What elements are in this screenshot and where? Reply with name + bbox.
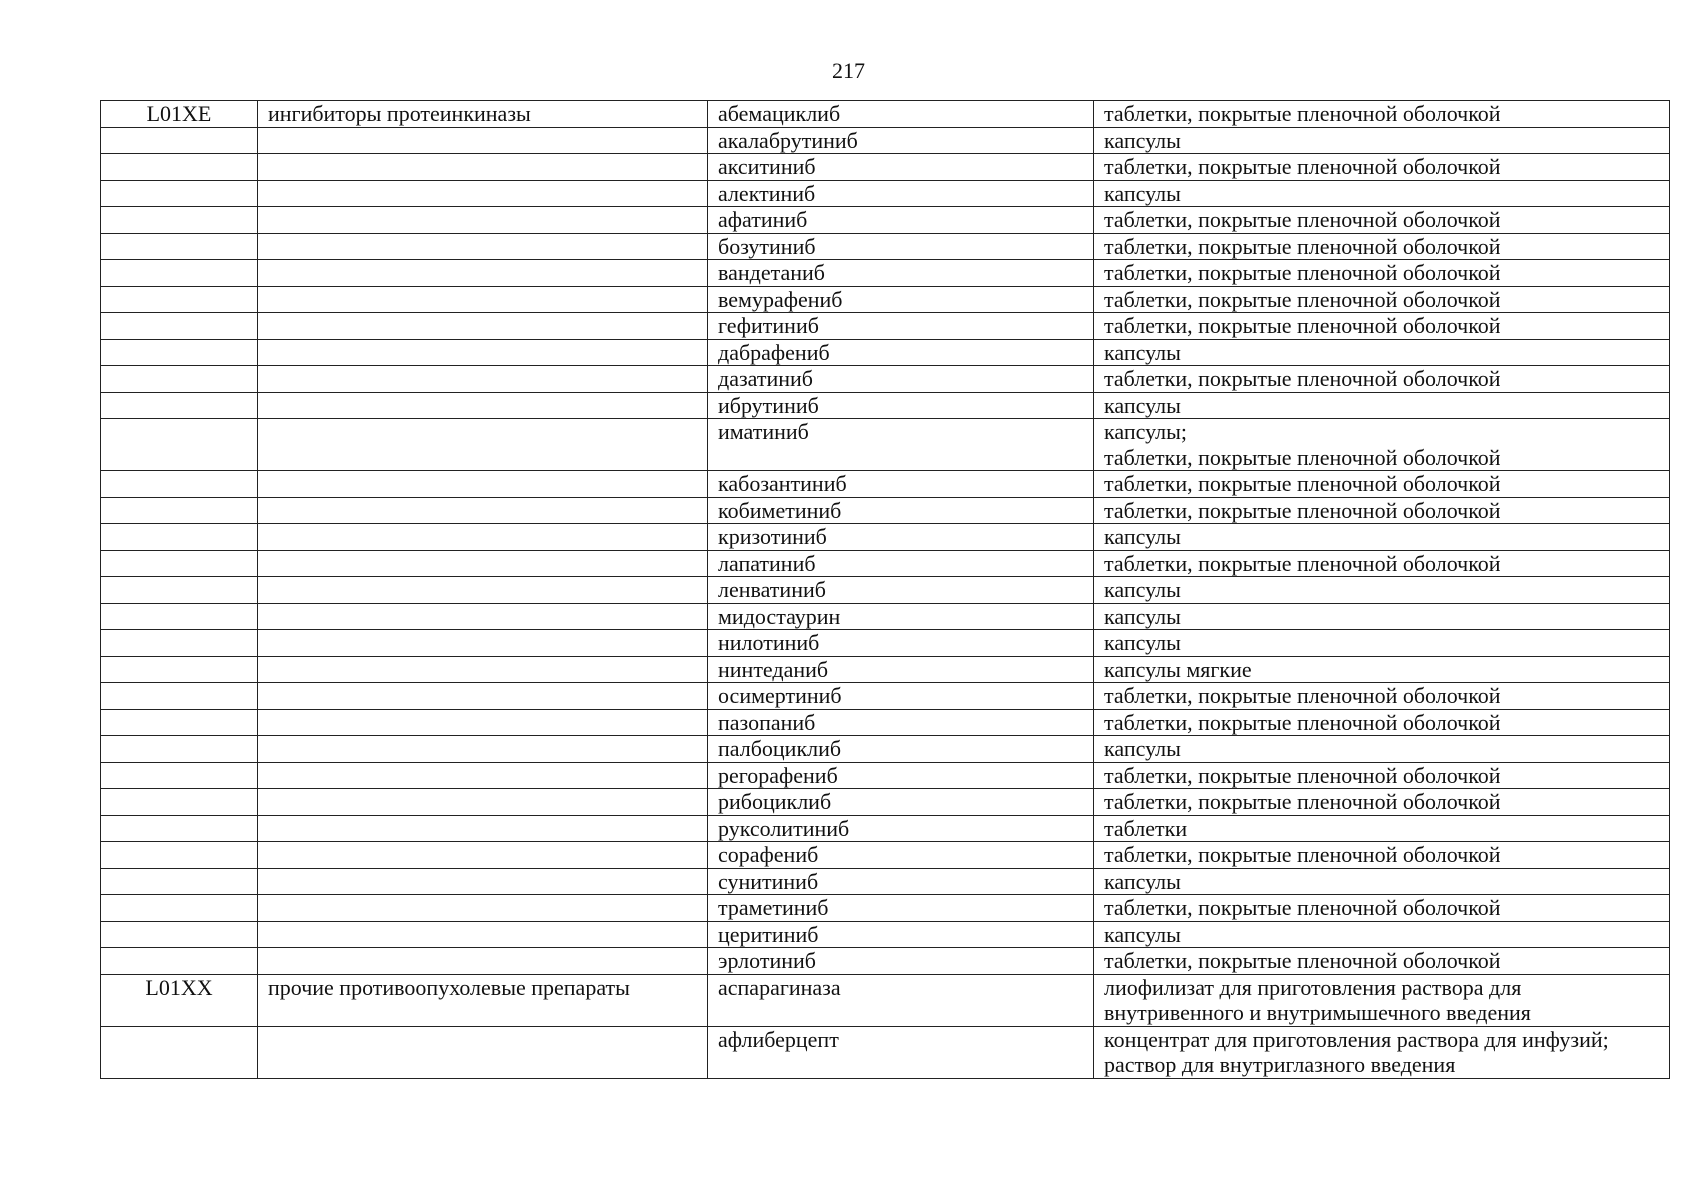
- drug-name-cell: гефитиниб: [708, 313, 1094, 340]
- atc-group-cell: [258, 603, 708, 630]
- atc-group-cell: [258, 154, 708, 181]
- dosage-form-line: таблетки, покрытые пленочной оболочкой: [1104, 286, 1501, 312]
- dosage-form-line: таблетки, покрытые пленочной оболочкой: [1104, 709, 1501, 735]
- drug-name-cell: дабрафениб: [708, 339, 1094, 366]
- dosage-form-line: капсулы мягкие: [1104, 656, 1252, 682]
- table-row: [101, 207, 1670, 234]
- drug-name-cell: бозутиниб: [708, 233, 1094, 260]
- atc-code-cell: [101, 550, 258, 577]
- dosage-form-cell: [1094, 948, 1670, 975]
- dosage-form-cell: [1094, 524, 1670, 551]
- drug-name-cell: иматиниб: [708, 419, 1094, 471]
- dosage-form-line: таблетки, покрытые пленочной оболочкой: [1104, 471, 1501, 496]
- atc-code-cell: [101, 842, 258, 869]
- table-row: [101, 630, 1670, 657]
- atc-code-cell: [101, 233, 258, 260]
- atc-group-cell: [258, 709, 708, 736]
- table-row: [101, 286, 1670, 313]
- atc-group-cell: [258, 524, 708, 551]
- table-row: [101, 471, 1670, 498]
- atc-code-cell: [101, 895, 258, 922]
- dosage-form-cell: [1094, 127, 1670, 154]
- table-row: [101, 683, 1670, 710]
- dosage-form-cell: [1094, 154, 1670, 181]
- atc-group-cell: [258, 471, 708, 498]
- dosage-form-line: капсулы: [1104, 127, 1181, 153]
- atc-code-cell: [101, 154, 258, 181]
- dosage-form-line: таблетки, покрытые пленочной оболочкой: [1104, 233, 1501, 259]
- drug-name-cell: ленватиниб: [708, 577, 1094, 604]
- table-row: [101, 789, 1670, 816]
- atc-code-cell: [101, 630, 258, 657]
- drug-name-cell: дазатиниб: [708, 366, 1094, 393]
- table-row: [101, 815, 1670, 842]
- atc-code-cell: [101, 789, 258, 816]
- atc-code-cell: [101, 736, 258, 763]
- drug-name-cell: вемурафениб: [708, 286, 1094, 313]
- dosage-form-line: таблетки, покрытые пленочной оболочкой: [1104, 762, 1501, 788]
- drug-name-cell: кабозантиниб: [708, 471, 1094, 498]
- dosage-form-line: таблетки, покрытые пленочной оболочкой: [1104, 207, 1501, 232]
- dosage-form-line: таблетки: [1104, 815, 1188, 841]
- drug-name-cell: осимертиниб: [708, 683, 1094, 710]
- drug-name-cell: кобиметиниб: [708, 497, 1094, 524]
- table-row: [101, 709, 1670, 736]
- dosage-form-line: таблетки, покрытые пленочной оболочкой: [1104, 313, 1501, 338]
- dosage-form-cell: [1094, 603, 1670, 630]
- atc-code-cell: [101, 339, 258, 366]
- page-number: 217: [832, 58, 865, 83]
- dosage-form-line: таблетки, покрытые пленочной оболочкой: [1104, 683, 1501, 708]
- atc-code-cell: [101, 471, 258, 498]
- table-row: [101, 233, 1670, 260]
- dosage-form-cell: [1094, 313, 1670, 340]
- atc-code-cell: [101, 683, 258, 710]
- atc-code-cell: [101, 603, 258, 630]
- dosage-form-line: таблетки, покрытые пленочной оболочкой: [1104, 154, 1501, 179]
- drug-name-cell: палбоциклиб: [708, 736, 1094, 763]
- atc-group-cell: [258, 339, 708, 366]
- dosage-form-cell: [1094, 101, 1670, 128]
- dosage-form-cell: [1094, 392, 1670, 419]
- table-row: [101, 948, 1670, 975]
- dosage-form-cell: [1094, 815, 1670, 842]
- dosage-form-cell: [1094, 762, 1670, 789]
- dosage-form-line: капсулы: [1104, 524, 1181, 549]
- table-row: [101, 736, 1670, 763]
- table-row: [101, 260, 1670, 287]
- table-row: [101, 921, 1670, 948]
- dosage-form-line: концентрат для приготовления раствора для инфузий;: [1104, 1026, 1609, 1052]
- drug-name-cell: нинтеданиб: [708, 656, 1094, 683]
- table-row: [101, 419, 1670, 471]
- atc-group-cell: [258, 419, 708, 471]
- dosage-form-cell: [1094, 180, 1670, 207]
- atc-group-cell: [258, 948, 708, 975]
- atc-code-cell: [101, 419, 258, 471]
- atc-code-cell: L01XE: [101, 101, 258, 128]
- dosage-form-line: таблетки, покрытые пленочной оболочкой: [1104, 842, 1501, 867]
- atc-group-cell: [258, 497, 708, 524]
- atc-code-cell: [101, 868, 258, 895]
- dosage-form-cell: [1094, 789, 1670, 816]
- atc-group-cell: ингибиторы протеинкиназы: [258, 101, 708, 128]
- atc-group-cell: прочие противоопухолевые препараты: [258, 974, 708, 1026]
- table-row: [101, 656, 1670, 683]
- table-row: [101, 524, 1670, 551]
- atc-group-cell: [258, 868, 708, 895]
- drug-name-cell: афатиниб: [708, 207, 1094, 234]
- atc-code-cell: [101, 392, 258, 419]
- dosage-form-line: капсулы: [1104, 921, 1181, 947]
- atc-group-cell: [258, 1026, 708, 1078]
- drug-table: [100, 100, 1670, 1079]
- dosage-form-line: капсулы: [1104, 868, 1181, 894]
- dosage-form-line: капсулы;: [1104, 419, 1187, 444]
- atc-code-cell: [101, 524, 258, 551]
- atc-group-cell: [258, 366, 708, 393]
- atc-group-cell: [258, 233, 708, 260]
- atc-group-cell: [258, 207, 708, 234]
- atc-group-cell: [258, 313, 708, 340]
- atc-code-cell: [101, 286, 258, 313]
- atc-code-cell: [101, 762, 258, 789]
- dosage-form-cell: [1094, 736, 1670, 763]
- dosage-form-line: капсулы: [1104, 603, 1181, 629]
- atc-group-cell: [258, 895, 708, 922]
- dosage-form-cell: [1094, 497, 1670, 524]
- drug-name-cell: церитиниб: [708, 921, 1094, 948]
- atc-group-cell: [258, 683, 708, 710]
- dosage-form-cell: [1094, 577, 1670, 604]
- dosage-form-cell: [1094, 656, 1670, 683]
- dosage-form-cell: [1094, 842, 1670, 869]
- atc-code-cell: [101, 921, 258, 948]
- dosage-form-cell: [1094, 366, 1670, 393]
- table-row: [101, 550, 1670, 577]
- drug-name-cell: пазопаниб: [708, 709, 1094, 736]
- dosage-form-line: капсулы: [1104, 339, 1181, 365]
- atc-group-cell: [258, 577, 708, 604]
- dosage-form-cell: [1094, 260, 1670, 287]
- dosage-form-line: таблетки, покрытые пленочной оболочкой: [1104, 550, 1501, 576]
- atc-group-cell: [258, 736, 708, 763]
- atc-code-cell: [101, 127, 258, 154]
- dosage-form-line: таблетки, покрытые пленочной оболочкой: [1104, 789, 1501, 814]
- dosage-form-cell: [1094, 630, 1670, 657]
- atc-group-cell: [258, 815, 708, 842]
- dosage-form-cell: [1094, 921, 1670, 948]
- dosage-form-line: капсулы: [1104, 180, 1181, 206]
- drug-name-cell: нилотиниб: [708, 630, 1094, 657]
- drug-name-cell: рибоциклиб: [708, 789, 1094, 816]
- dosage-form-line: таблетки, покрытые пленочной оболочкой: [1104, 101, 1501, 126]
- atc-group-cell: [258, 656, 708, 683]
- drug-name-cell: сунитиниб: [708, 868, 1094, 895]
- table-row: [101, 154, 1670, 181]
- table-row: [101, 603, 1670, 630]
- atc-code-cell: [101, 207, 258, 234]
- drug-name-cell: сорафениб: [708, 842, 1094, 869]
- atc-code-cell: [101, 577, 258, 604]
- atc-group-cell: [258, 842, 708, 869]
- table-row: [101, 497, 1670, 524]
- dosage-form-line: таблетки, покрытые пленочной оболочкой: [1104, 366, 1501, 391]
- atc-code-cell: [101, 1026, 258, 1078]
- atc-code-cell: [101, 656, 258, 683]
- dosage-form-cell: [1094, 233, 1670, 260]
- atc-group-cell: [258, 789, 708, 816]
- atc-code-cell: [101, 497, 258, 524]
- atc-group-cell: [258, 286, 708, 313]
- drug-name-cell: ибрутиниб: [708, 392, 1094, 419]
- dosage-form-cell: [1094, 471, 1670, 498]
- drug-name-cell: мидостаурин: [708, 603, 1094, 630]
- dosage-form-line: таблетки, покрытые пленочной оболочкой: [1104, 444, 1501, 470]
- dosage-form-cell: [1094, 419, 1670, 471]
- dosage-form-line: лиофилизат для приготовления раствора для внутривенного и внутримышечного введения: [1104, 974, 1531, 1025]
- table-row: [101, 762, 1670, 789]
- dosage-form-cell: [1094, 683, 1670, 710]
- atc-code-cell: [101, 260, 258, 287]
- table-row: [101, 101, 1670, 128]
- table-row: [101, 180, 1670, 207]
- atc-group-cell: [258, 550, 708, 577]
- atc-group-cell: [258, 630, 708, 657]
- dosage-form-cell: [1094, 286, 1670, 313]
- table-row: [101, 1026, 1670, 1078]
- atc-code-cell: [101, 709, 258, 736]
- table-row: [101, 974, 1670, 1026]
- atc-group-cell: [258, 392, 708, 419]
- drug-name-cell: регорафениб: [708, 762, 1094, 789]
- dosage-form-line: таблетки, покрытые пленочной оболочкой: [1104, 895, 1501, 920]
- dosage-form-cell: [1094, 895, 1670, 922]
- atc-code-cell: [101, 366, 258, 393]
- dosage-form-cell: [1094, 709, 1670, 736]
- table-row: [101, 366, 1670, 393]
- atc-group-cell: [258, 180, 708, 207]
- atc-group-cell: [258, 921, 708, 948]
- dosage-form-line: раствор для внутриглазного введения: [1104, 1052, 1456, 1077]
- atc-code-cell: [101, 180, 258, 207]
- drug-name-cell: афлиберцепт: [708, 1026, 1094, 1078]
- dosage-form-cell: [1094, 550, 1670, 577]
- dosage-form-line: таблетки, покрытые пленочной оболочкой: [1104, 260, 1501, 285]
- drug-name-cell: кризотиниб: [708, 524, 1094, 551]
- dosage-form-cell: [1094, 1026, 1670, 1078]
- dosage-form-line: таблетки, покрытые пленочной оболочкой: [1104, 497, 1501, 523]
- drug-name-cell: лапатиниб: [708, 550, 1094, 577]
- atc-code-cell: L01XX: [101, 974, 258, 1026]
- table-row: [101, 868, 1670, 895]
- drug-name-cell: абемациклиб: [708, 101, 1094, 128]
- dosage-form-line: капсулы: [1104, 577, 1181, 602]
- drug-name-cell: эрлотиниб: [708, 948, 1094, 975]
- drug-name-cell: аспарагиназа: [708, 974, 1094, 1026]
- atc-code-cell: [101, 313, 258, 340]
- dosage-form-line: капсулы: [1104, 392, 1181, 418]
- atc-group-cell: [258, 127, 708, 154]
- atc-code-cell: [101, 948, 258, 975]
- drug-name-cell: акалабрутиниб: [708, 127, 1094, 154]
- dosage-form-cell: [1094, 207, 1670, 234]
- dosage-form-cell: [1094, 974, 1670, 1026]
- dosage-form-cell: [1094, 868, 1670, 895]
- dosage-form-line: капсулы: [1104, 736, 1181, 761]
- dosage-form-cell: [1094, 339, 1670, 366]
- drug-name-cell: вандетаниб: [708, 260, 1094, 287]
- table-row: [101, 313, 1670, 340]
- table-body: [101, 101, 1670, 1079]
- dosage-form-line: капсулы: [1104, 630, 1181, 655]
- table-row: [101, 895, 1670, 922]
- drug-name-cell: траметиниб: [708, 895, 1094, 922]
- atc-code-cell: [101, 815, 258, 842]
- drug-name-cell: руксолитиниб: [708, 815, 1094, 842]
- table-row: [101, 127, 1670, 154]
- atc-group-cell: [258, 260, 708, 287]
- table-row: [101, 339, 1670, 366]
- table-row: [101, 392, 1670, 419]
- drug-name-cell: акситиниб: [708, 154, 1094, 181]
- drug-name-cell: алектиниб: [708, 180, 1094, 207]
- table-row: [101, 842, 1670, 869]
- table-row: [101, 577, 1670, 604]
- dosage-form-line: таблетки, покрытые пленочной оболочкой: [1104, 948, 1501, 973]
- atc-group-cell: [258, 762, 708, 789]
